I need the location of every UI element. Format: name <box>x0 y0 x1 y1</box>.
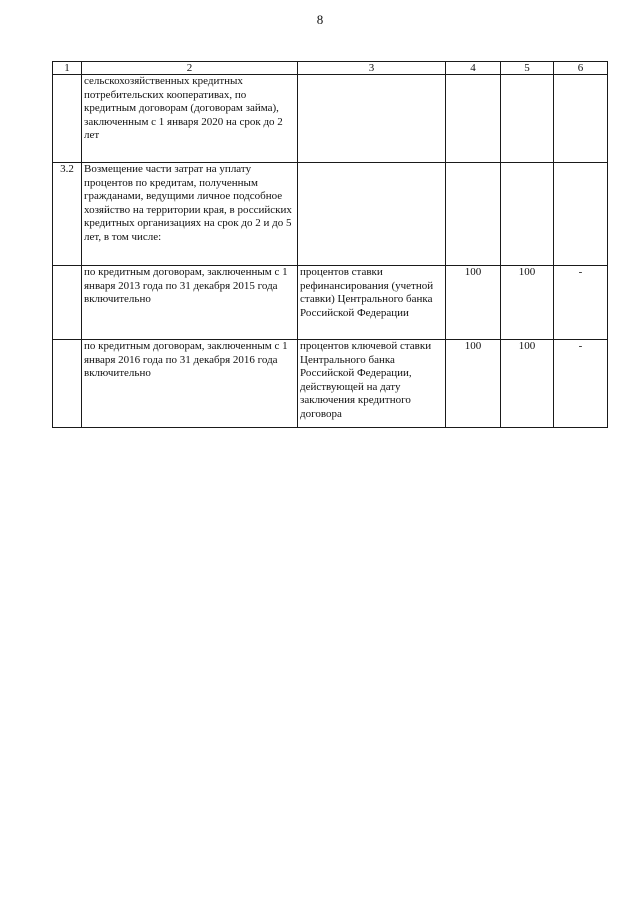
value-cell: - <box>554 266 608 340</box>
measure-description-cell: по кредитным договорам, заключенным с 1 января 2013 года по 31 декабря 2015 года включительно <box>82 266 298 340</box>
table-header-row <box>53 62 608 75</box>
value-cell <box>446 75 501 163</box>
value-cell: 100 <box>446 340 501 428</box>
row-number-cell <box>53 266 82 340</box>
row-number-cell: 3.2 <box>53 163 82 266</box>
table-row <box>53 75 608 163</box>
value-cell: - <box>554 340 608 428</box>
row-number-cell <box>53 75 82 163</box>
column-header: 6 <box>554 62 608 75</box>
column-header: 3 <box>298 62 446 75</box>
rate-basis-cell <box>298 75 446 163</box>
value-cell: 100 <box>446 266 501 340</box>
value-cell: 100 <box>501 266 554 340</box>
value-cell <box>554 75 608 163</box>
row-number-cell <box>53 340 82 428</box>
column-header: 4 <box>446 62 501 75</box>
table-row <box>53 340 608 428</box>
value-cell <box>446 163 501 266</box>
measure-description-cell: по кредитным договорам, заключенным с 1 января 2016 года по 31 декабря 2016 года включительно <box>82 340 298 428</box>
measure-description-cell: Возмещение части затрат на уплату процентов по кредитам, полученным гражданами, ведущими личное подсобное хозяйство на территории края, в российских кредитных организациях на срок до 2 и до 5 лет, в том числе: <box>82 163 298 266</box>
value-cell: 100 <box>501 340 554 428</box>
value-cell <box>501 163 554 266</box>
measure-description-cell: сельскохозяйственных кредитных потребительских кооперативах, по кредитным договорам (договорам займа), заключенным с 1 января 2020 на срок до 2 лет <box>82 75 298 163</box>
value-cell <box>554 163 608 266</box>
table-row <box>53 266 608 340</box>
rate-basis-cell: процентов ставки рефинансирования (учетной ставки) Центрального банка Российской Федерации <box>298 266 446 340</box>
subsidy-rate-table <box>52 61 608 428</box>
table-row <box>53 163 608 266</box>
page-number: 8 <box>316 12 324 27</box>
column-header: 2 <box>82 62 298 75</box>
rate-basis-cell <box>298 163 446 266</box>
rate-basis-cell: процентов ключевой ставки Центрального банка Российской Федерации, действующей на дату заключения кредитного договора <box>298 340 446 428</box>
column-header: 5 <box>501 62 554 75</box>
value-cell <box>501 75 554 163</box>
column-header: 1 <box>53 62 82 75</box>
